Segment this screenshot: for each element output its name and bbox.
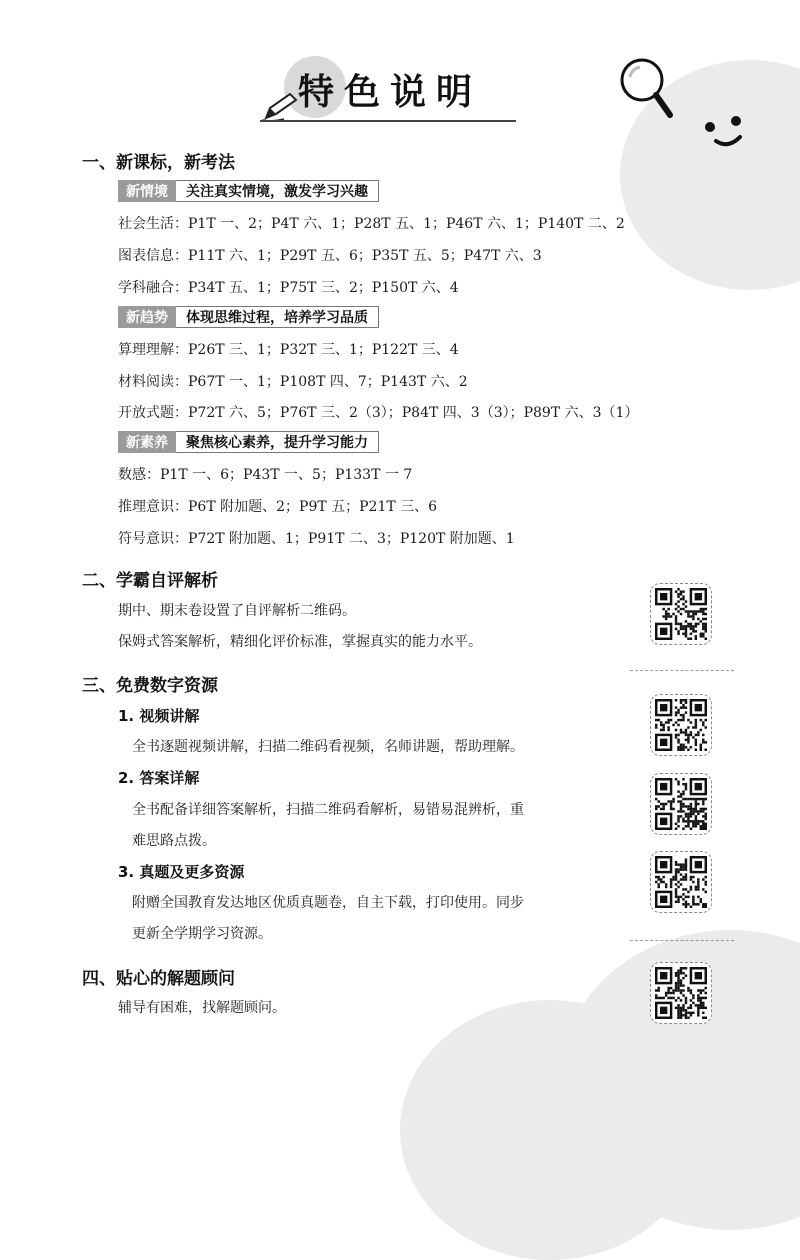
list-item: 学科融合：P34T 五、1；P75T 三、2；P150T 六、4 [118,280,459,296]
tag-label: 新情境 [118,180,176,202]
sub-heading-video: 1. 视频讲解 [118,707,200,725]
list-item: 全书配备详细答案解析，扫描二维码看解析，易错易混辨析，重 [132,802,524,818]
section-heading-1: 一、新课标，新考法 [82,153,235,173]
tag-new-trend [118,306,379,328]
list-item: 数感：P1T 一、6；P43T 一、5；P133T 一 7 [118,467,413,483]
list-item: 保姆式答案解析，精细化评价标准，掌握真实的能力水平。 [118,634,482,650]
list-item: 算理理解：P26T 三、1；P32T 三、1；P122T 三、4 [118,342,459,358]
magnifier-icon [622,60,670,115]
qr-code-icon[interactable] [650,851,712,913]
title-underline [260,120,516,122]
section-heading-2: 二、学霸自评解析 [82,571,218,591]
qr-code-icon[interactable] [650,773,712,835]
list-item: 全书逐题视频讲解，扫描二维码看视频，名师讲题，帮助理解。 [132,739,524,755]
tag-text: 关注真实情境，激发学习兴趣 [176,180,379,202]
tag-new-context [118,180,379,202]
page-title: 特色说明 [298,72,483,113]
list-item: 难思路点拨。 [132,833,216,849]
qr-code-icon[interactable] [650,583,712,645]
pencil-icon [262,92,302,122]
tag-label: 新趋势 [118,306,176,328]
smiley-cloud-icon [620,55,800,175]
tag-text: 体现思维过程，培养学习品质 [176,306,379,328]
list-item: 开放式题：P72T 六、5；P76T 三、2（3）；P84T 四、3（3）；P89T 六、3（1） [118,405,639,421]
section-heading-3: 三、免费数字资源 [82,676,218,696]
tag-text: 聚焦核心素养，提升学习能力 [176,431,379,453]
divider [630,940,734,941]
list-item: 辅导有困难，找解题顾问。 [118,1000,286,1016]
tag-label: 新素养 [118,431,176,453]
section-heading-4: 四、贴心的解题顾问 [82,969,235,989]
list-item: 期中、期末卷设置了自评解析二维码。 [118,603,356,619]
list-item: 社会生活：P1T 一、2；P4T 六、1；P28T 五、1；P46T 六、1；P140T 二、2 [118,216,625,232]
list-item: 符号意识：P72T 附加题、1；P91T 二、3；P120T 附加题、1 [118,531,515,547]
list-item: 图表信息：P11T 六、1；P29T 五、6；P35T 五、5；P47T 六、3 [118,248,542,264]
list-item: 附赠全国教育发达地区优质真题卷，自主下载，打印使用。同步 [132,895,524,911]
tag-new-literacy [118,431,379,453]
list-item: 材料阅读：P67T 一、1；P108T 四、7；P143T 六、2 [118,374,468,390]
page-title-block [260,52,520,122]
sub-heading-answers: 2. 答案详解 [118,769,200,787]
sub-heading-exams: 3. 真题及更多资源 [118,863,245,881]
list-item: 推理意识：P6T 附加题、2；P9T 五；P21T 三、6 [118,499,438,515]
list-item: 更新全学期学习资源。 [132,926,272,942]
qr-code-icon[interactable] [650,694,712,756]
qr-code-icon[interactable] [650,962,712,1024]
divider [630,670,734,671]
